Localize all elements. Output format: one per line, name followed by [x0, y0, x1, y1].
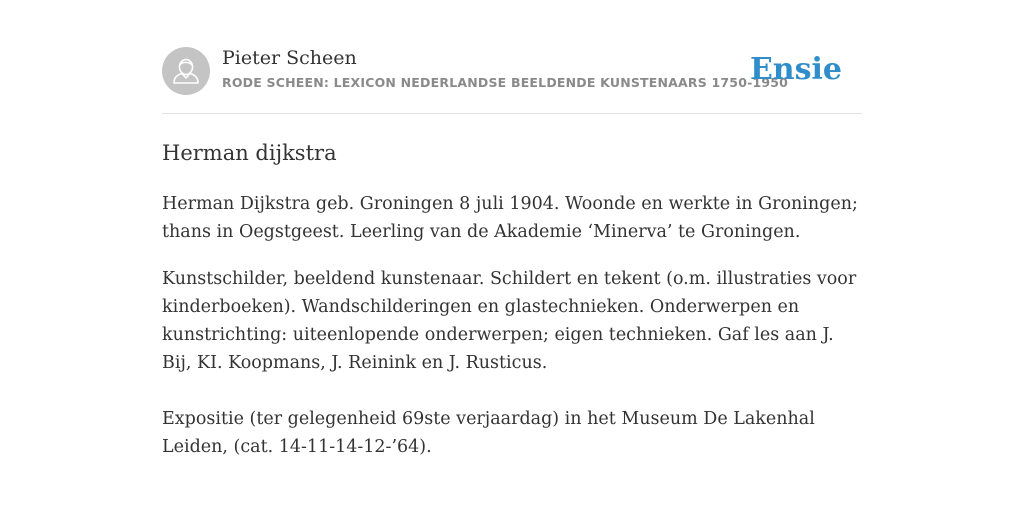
article-body [162, 190, 862, 461]
avatar[interactable] [162, 47, 210, 95]
paragraph-exhibition: Expositie (ter gelegenheid 69ste verjaardag) in het Museum De Lakenhal Leiden, (cat. 14-11-14-12-’64). [162, 409, 815, 457]
source-title[interactable]: RODE SCHEEN: LEXICON NEDERLANDSE BEELDENDE KUNSTENAARS 1750-1950 [222, 75, 789, 90]
paragraph-work: Kunstschilder, beeldend kunstenaar. Schildert en tekent (o.m. illustraties voor kinderboeken). Wandschilderingen en glastechnieken. Onderwerpen en kunstrichting: uiteenlopende onderwerpen; eigen technieken. Gaf les aan J. Bij, KI. Koopmans, J. Reinink en J. Rusticus. [162, 269, 857, 373]
paragraph-biography: Herman Dijkstra geb. Groningen 8 juli 1904. Woonde en werkte in Groningen; thans in Oegstgeest. Leerling van de Akademie ‘Minerva’ te Groningen. [162, 194, 858, 242]
ensie-logo[interactable]: Ensie [749, 52, 842, 87]
header-divider [162, 113, 862, 114]
user-silhouette-icon [162, 47, 210, 95]
article-title: Herman dijkstra [162, 141, 337, 165]
author-name[interactable]: Pieter Scheen [222, 47, 357, 69]
author-header [162, 46, 862, 96]
